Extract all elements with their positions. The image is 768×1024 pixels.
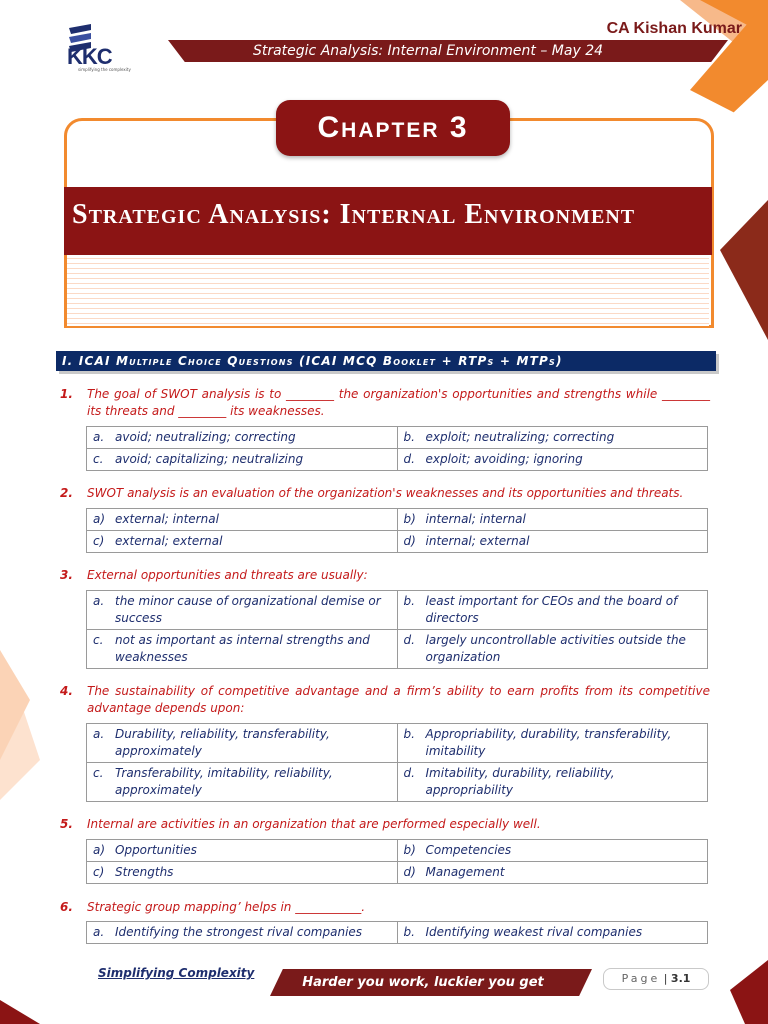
chapter-title: Strategic Analysis: Internal Environment	[64, 187, 712, 255]
logo-text: KKC	[67, 44, 112, 69]
option: b) Competencies	[397, 840, 708, 862]
option: a) external; internal	[87, 509, 398, 531]
option: d. largely uncontrollable activities outside the organization	[397, 630, 708, 669]
option: a. avoid; neutralizing; correcting	[87, 427, 398, 449]
options-table-2	[86, 508, 708, 553]
chapter-lines-decoration	[67, 258, 709, 326]
option: c) Strengths	[87, 862, 398, 884]
option: d. exploit; avoiding; ignoring	[397, 449, 708, 471]
option: c. avoid; capitalizing; neutralizing	[87, 449, 398, 471]
option: c. not as important as internal strengths and weaknesses	[87, 630, 398, 669]
option: b. least important for CEOs and the board of directors	[397, 591, 708, 630]
option: a. Durability, reliability, transferability, approximately	[87, 724, 398, 763]
footer-tagline: Simplifying Complexity	[98, 966, 255, 980]
option: b. exploit; neutralizing; correcting	[397, 427, 708, 449]
options-table-3	[86, 590, 708, 669]
question-4: 4. The sustainability of competitive advantage and a firm’s ability to earn profits from its competitive advantage depends upon:	[60, 684, 710, 715]
page-number-box: Page | 3.1	[603, 968, 709, 990]
chapter-label: Chapter 3	[276, 100, 510, 156]
question-3: 3. External opportunities and threats are usually:	[60, 568, 368, 582]
options-table-6	[86, 921, 708, 944]
option: a. Identifying the strongest rival companies	[87, 922, 398, 944]
option: d. Imitability, durability, reliability, appropriability	[397, 763, 708, 802]
question-2: 2. SWOT analysis is an evaluation of the organization's weaknesses and its opportunities and threats.	[60, 486, 684, 500]
options-table-4	[86, 723, 708, 802]
options-table-5	[86, 839, 708, 884]
option: d) internal; external	[397, 531, 708, 553]
header-title: Strategic Analysis: Internal Environment – May 24	[252, 43, 604, 59]
option: a) Opportunities	[87, 840, 398, 862]
option: a. the minor cause of organizational demise or success	[87, 591, 398, 630]
option: b) internal; internal	[397, 509, 708, 531]
footer-motto: Harder you work, luckier you get	[302, 975, 544, 990]
option: b. Identifying weakest rival companies	[397, 922, 708, 944]
page-number: 3.1	[670, 972, 691, 985]
page-label: Page	[621, 972, 661, 985]
option: b. Appropriability, durability, transferability, imitability	[397, 724, 708, 763]
options-table-1	[86, 426, 708, 471]
question-text: The goal of SWOT analysis is to ________ the organization's opportunities and strengths while ________ its threats and ________ its weaknesses.	[87, 387, 710, 418]
question-6: 6. Strategic group mapping’ helps in ___________.	[60, 900, 366, 914]
section-title: I. ICAI Multiple Choice Questions (ICAI MCQ Booklet + RTPs + MTPs)	[62, 354, 563, 368]
question-5: 5. Internal are activities in an organization that are performed especially well.	[60, 817, 541, 831]
option: d) Management	[397, 862, 708, 884]
option: c. Transferability, imitability, reliability, approximately	[87, 763, 398, 802]
author-name: CA Kishan Kumar	[606, 20, 742, 37]
question-number: 1.	[60, 387, 73, 401]
question-1	[60, 386, 710, 420]
logo-tagline: simplifying the complexity	[78, 67, 131, 72]
option: c) external; external	[87, 531, 398, 553]
